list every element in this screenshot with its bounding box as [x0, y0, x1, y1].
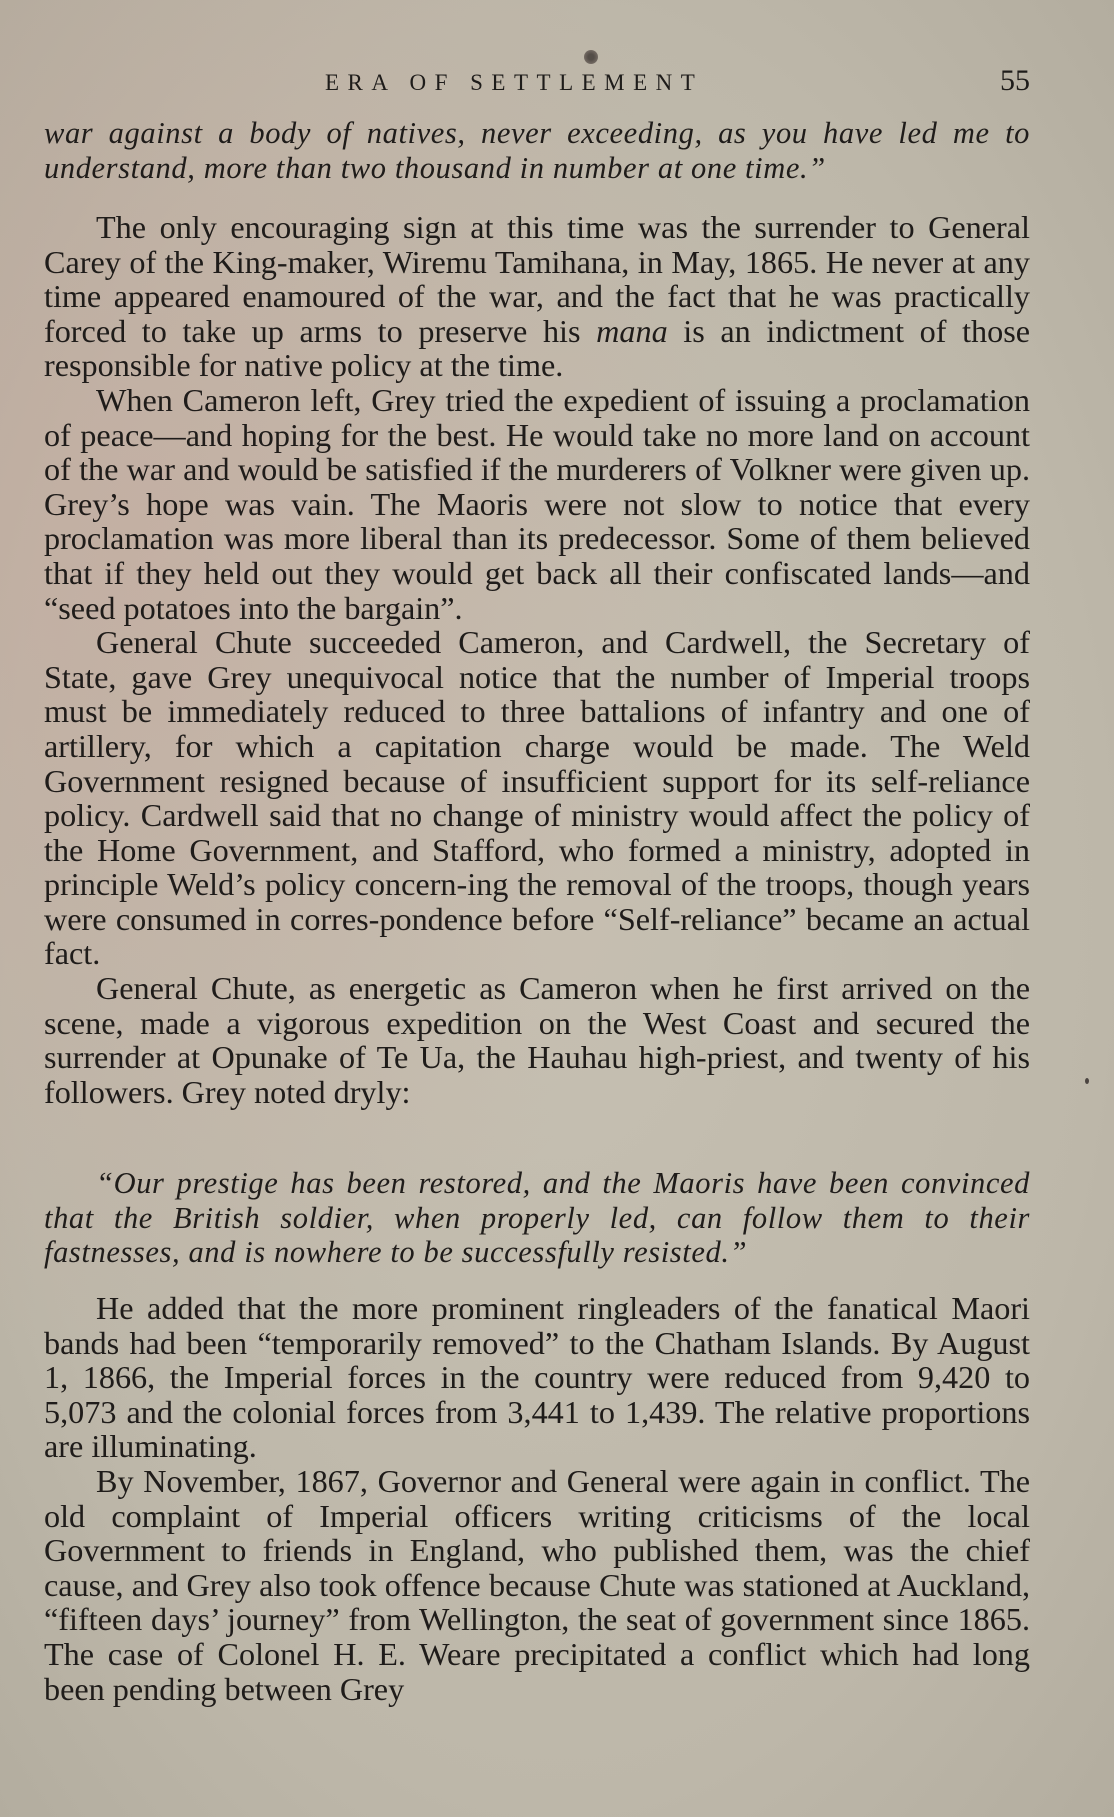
- paragraph-1-b: is an indictment of those responsible for native policy at the time.: [44, 312, 1031, 384]
- quote-continuation: [44, 116, 1030, 185]
- main-text-1: [44, 210, 1030, 1109]
- paragraph-1-a: The only encouraging sign at this time was the surrender to General Carey of the King-maker, Wiremu Tamihana, in May, 1865. He never at any time appeared enamoured of the war, and the fact that he was practically forced to take up arms to preserve his: [44, 209, 1030, 349]
- block-quote-box: [44, 1166, 1030, 1270]
- ink-ornament: [584, 50, 598, 64]
- paper-speck: [1085, 1078, 1089, 1084]
- running-head: ERA OF SETTLEMENT: [325, 70, 704, 95]
- paragraph-2: When Cameron left, Grey tried the expedient of issuing a proclamation of peace—and hoping for the best. He would take no more land on account of the war and would be satisfied if the murderers of Volkner were given up. Grey’s hope was vain. The Maoris were not slow to notice that every proclamation was more liberal than its predecessor. Some of them believed that if they held out they would get back all their confiscated lands—and “seed potatoes into the bargain”.: [44, 381, 1030, 626]
- block-quote: “Our prestige has been restored, and the Maoris have been convinced that the British soldier, when properly led, can follow them to their fastnesses, and is nowhere to be successfully resisted.”: [44, 1166, 1030, 1270]
- paragraph-3: General Chute succeeded Cameron, and Cardwell, the Secretary of State, gave Grey unequivocal notice that the number of Imperial troops must be immediately reduced to three battalions of infantry and one of artillery, for which a capitation charge would be made. The Weld Government resigned because of insufficient support for its self-reliance policy. Cardwell said that no change of ministry would affect the policy of the Home Government, and Stafford, who formed a ministry, adopted in principle Weld’s policy concern-ing the removal of the troops, though years were consumed in corres-pondence before “Self-reliance” became an actual fact.: [44, 624, 1030, 972]
- page-header: [0, 62, 1114, 102]
- mana-term: mana: [596, 312, 668, 349]
- main-text-2: [44, 1291, 1030, 1706]
- paragraph-6: By November, 1867, Governor and General were again in conflict. The old complaint of Imperial officers writing criticisms of the local Government to friends in England, who published them, was the chief cause, and Grey also took offence because Chute was stationed at Auckland, “fifteen days’ journey” from Wellington, the seat of government since 1865. The case of Colonel H. E. Weare precipitated a conflict which had long been pending between Grey: [44, 1462, 1030, 1707]
- page-number: 55: [1000, 64, 1030, 97]
- paragraph-5: He added that the more prominent ringleaders of the fanatical Maori bands had been “temporarily removed” to the Chatham Islands. By August 1, 1866, the Imperial forces in the country were reduced from 9,420 to 5,073 and the colonial forces from 3,441 to 1,439. The relative proportions are illuminating.: [44, 1290, 1030, 1465]
- paragraph-1: [44, 210, 1030, 383]
- paragraph-4: General Chute, as energetic as Cameron when he first arrived on the scene, made a vigorous expedition on the West Coast and secured the surrender at Opunake of Te Ua, the Hauhau high-priest, and twenty of his followers. Grey noted dryly:: [44, 970, 1030, 1110]
- quote-end: war against a body of natives, never exceeding, as you have led me to understand, more than two thousand in number at one time.”: [44, 116, 1030, 185]
